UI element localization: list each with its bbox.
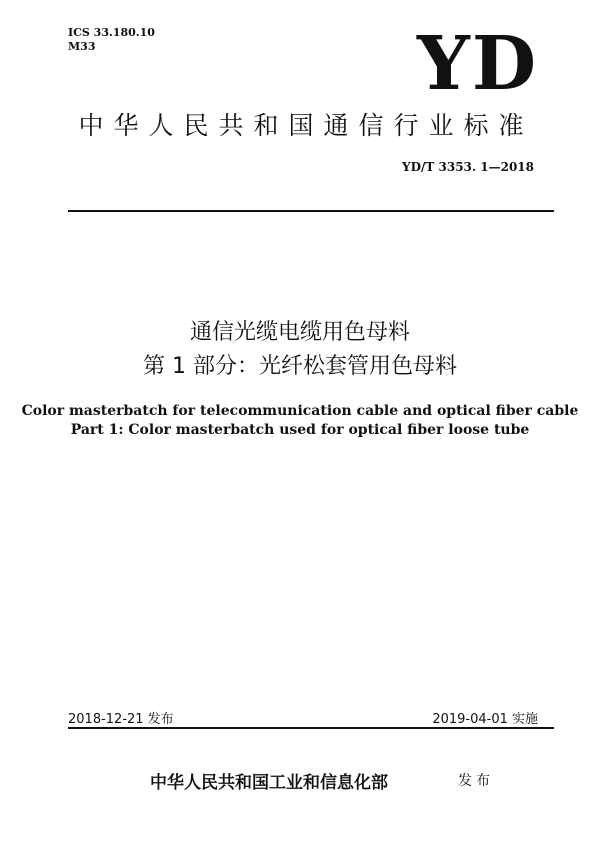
classification-code: M33	[68, 40, 96, 53]
standard-type-heading: 中华人民共和国通信行业标准	[78, 111, 534, 140]
implementation-date: 2019-04-01 实施	[432, 712, 538, 727]
ics-code: ICS 33.180.10	[68, 26, 155, 39]
yd-logo: YD	[417, 21, 538, 107]
bottom-divider	[68, 727, 554, 729]
publish-label: 发布	[458, 773, 494, 789]
issue-date: 2018-12-21 发布	[68, 712, 174, 727]
title-en-line1: Color masterbatch for telecommunication cable and optical fiber cable	[21, 403, 579, 419]
title-en-line2: Part 1: Color masterbatch used for optical fiber loose tube	[70, 422, 530, 438]
publisher-name: 中华人民共和国工业和信息化部	[150, 773, 388, 793]
standard-number: YD/T 3353. 1—2018	[402, 160, 534, 174]
title-cn-line2: 第 1 部分：光纤松套管用色母料	[143, 354, 457, 379]
title-cn-line1: 通信光缆电缆用色母料	[189, 320, 410, 345]
ics-code-block	[68, 26, 155, 54]
top-divider	[68, 210, 554, 212]
